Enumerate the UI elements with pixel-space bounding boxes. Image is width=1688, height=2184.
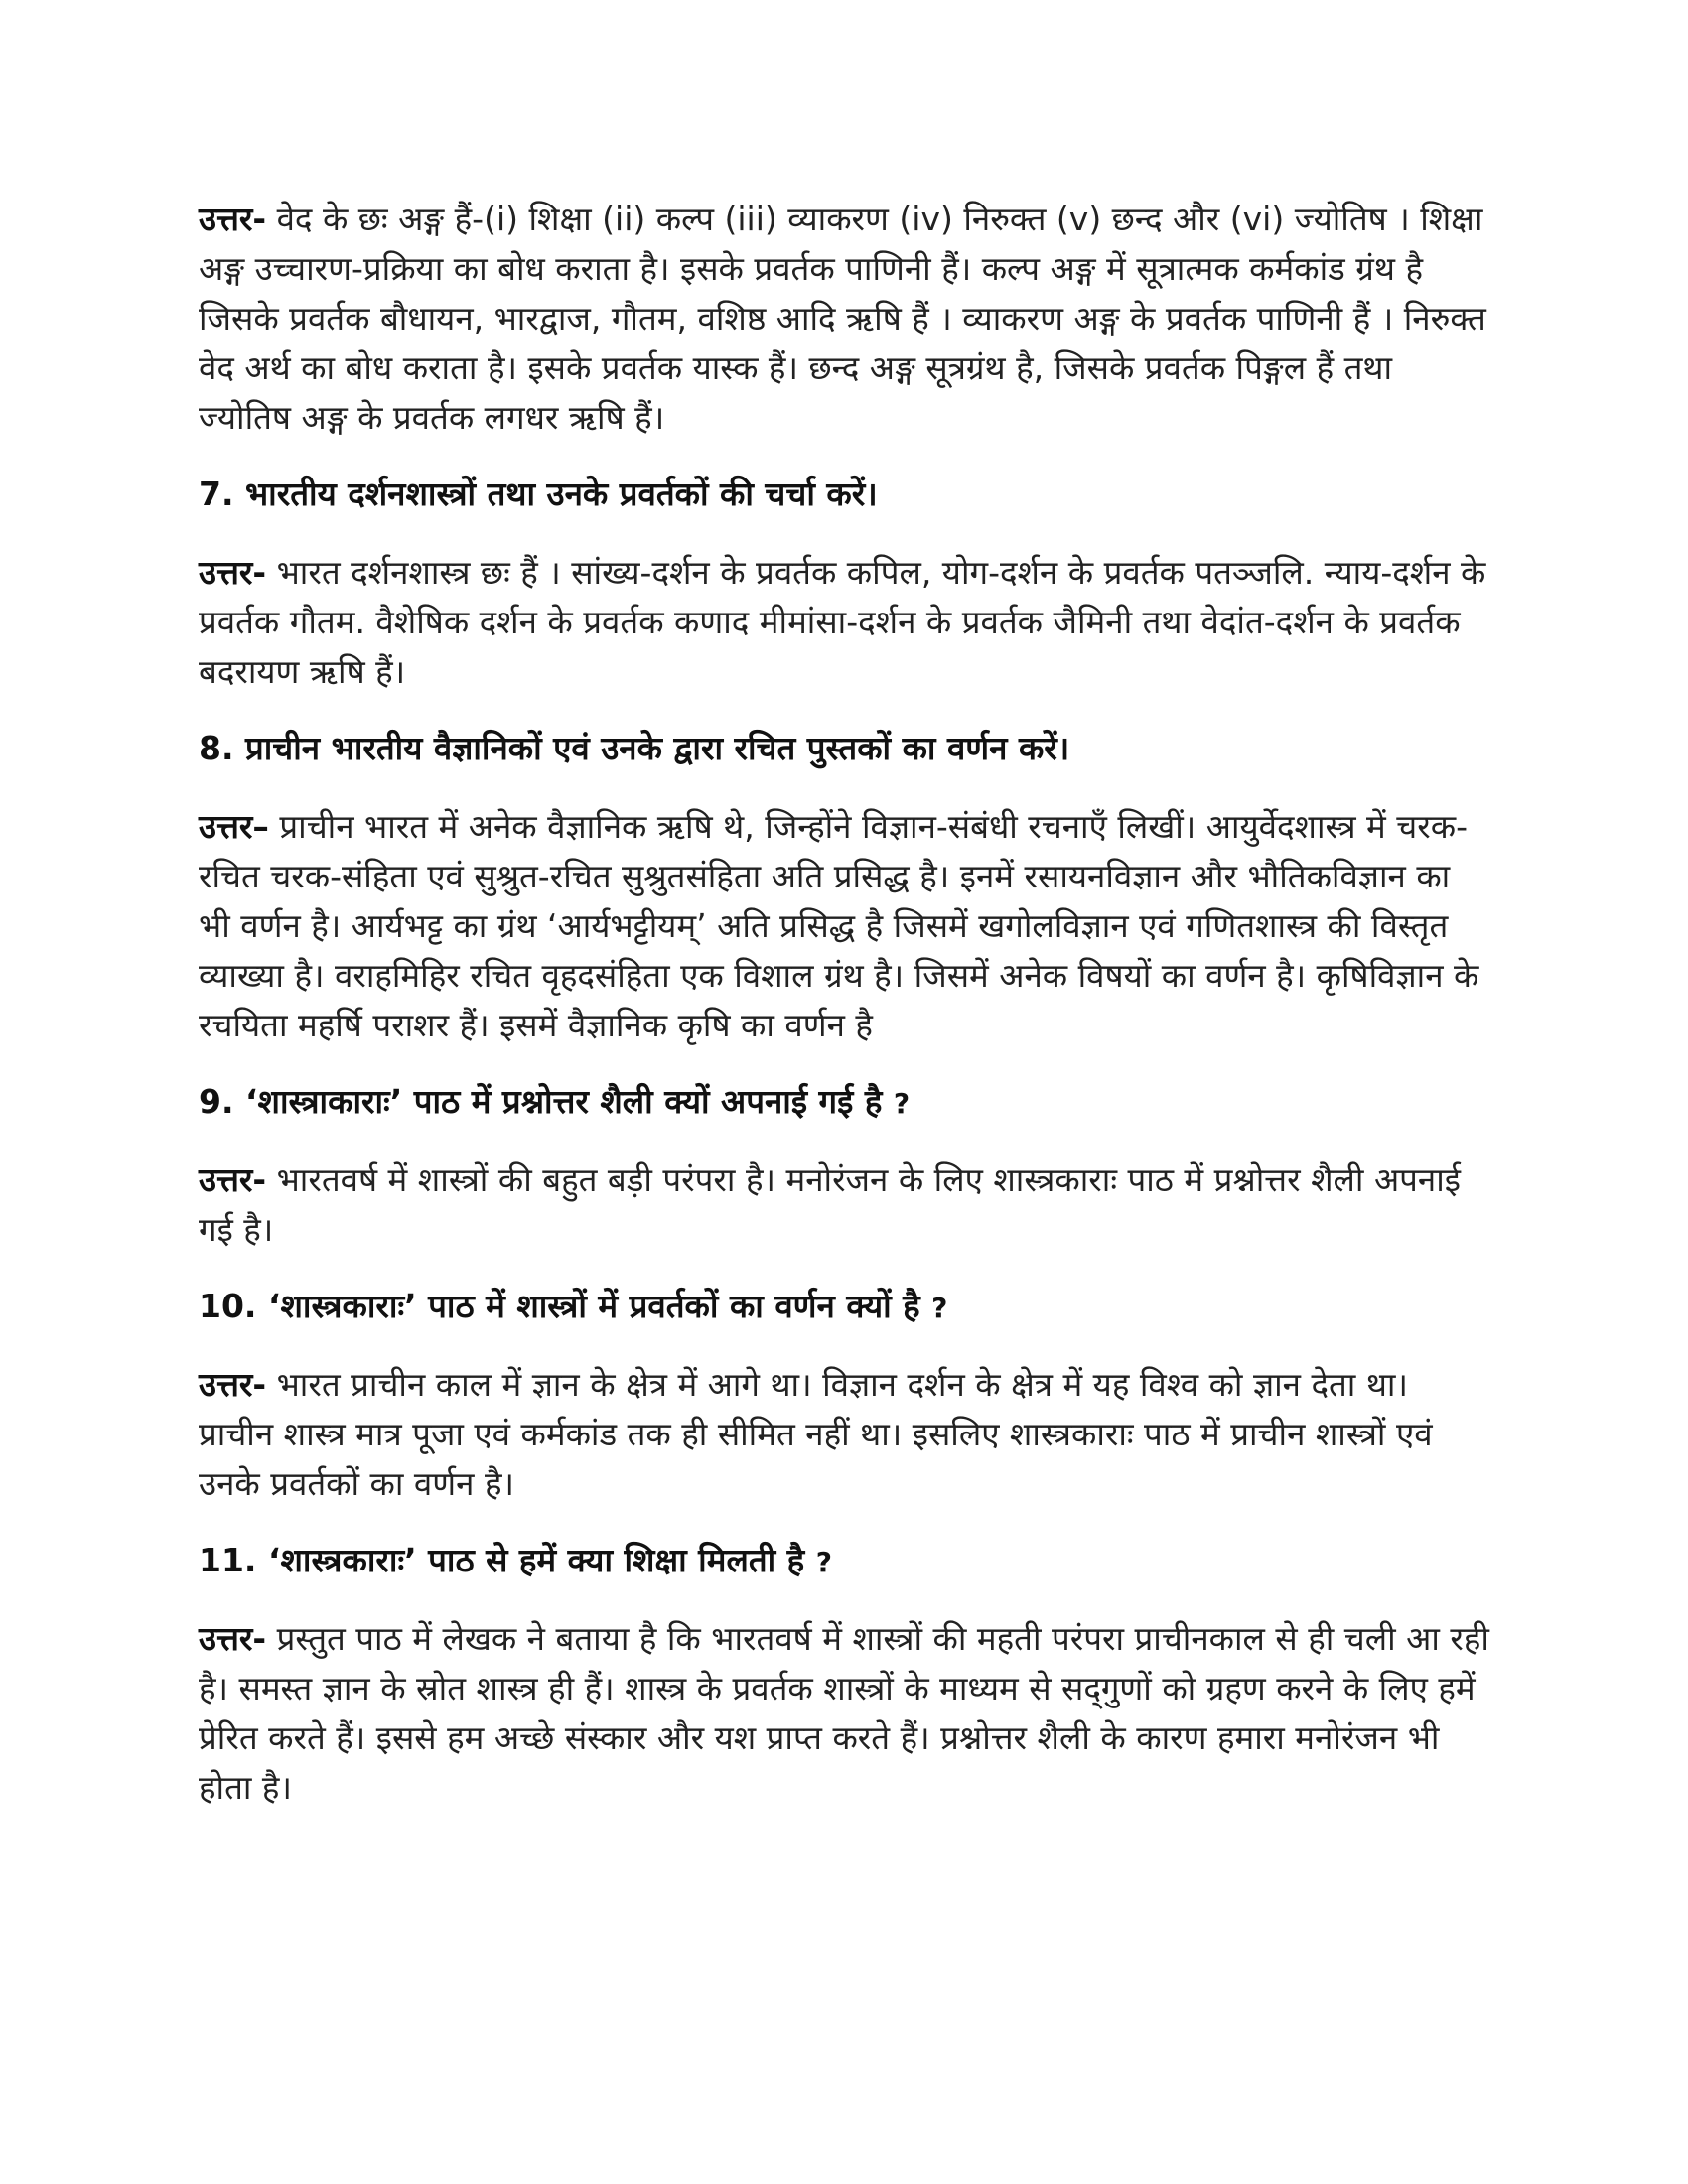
answer-label: उत्तर- (199, 1160, 267, 1199)
answer-paragraph (199, 802, 1489, 1050)
question-text: 7. भारतीय दर्शनशास्त्रों तथा उनके प्रवर्तकों की चर्चा करें। (199, 475, 878, 513)
document-page (199, 195, 1489, 1841)
question-text: 9. ‘शास्त्राकाराः’ पाठ में प्रश्नोत्तर शैली क्यों अपनाई गई है (199, 1082, 894, 1121)
answer-label: उत्तर- (199, 553, 267, 592)
answer-paragraph (199, 1156, 1489, 1255)
question-heading (199, 1078, 1489, 1128)
answer-label: उत्तर- (199, 1619, 267, 1658)
question-mark: ? (931, 1292, 948, 1324)
question-mark: ? (893, 1087, 911, 1120)
question-text: 11. ‘शास्त्रकाराः’ पाठ से हमें क्या शिक्षा मिलती है (199, 1541, 816, 1579)
answer-text: भारत प्राचीन काल में ज्ञान के क्षेत्र में आगे था। विज्ञान दर्शन के क्षेत्र में यह विश्व को ज्ञान देता था। प्राचीन शास्त्र मात्र पूजा एवं कर्मकांड तक ही सीमित नहीं था। इसलिए शास्त्रकाराः पाठ में प्राचीन शास्त्रों एवं उनके प्रवर्तकों का वर्णन है। (199, 1365, 1433, 1503)
answer-label: उत्तर- (199, 1365, 267, 1404)
question-text: 8. प्राचीन भारतीय वैज्ञानिकों एवं उनके द्वारा रचित पुस्तकों का वर्णन करें। (199, 729, 1070, 767)
answer-text: प्रस्तुत पाठ में लेखक ने बताया है कि भारतवर्ष में शास्त्रों की महती परंपरा प्राचीनकाल से ही चली आ रही है। समस्त ज्ञान के स्रोत शास्त्र ही हैं। शास्त्र के प्रवर्तक शास्त्रों के माध्यम से सद्‌गुणों को ग्रहण करने के लिए हमें प्रेरित करते हैं। इससे हम अच्छे संस्कार और यश प्राप्त करते हैं। प्रश्नोत्तर शैली के कारण हमारा मनोरंजन भी होता है। (199, 1619, 1489, 1807)
answer-label: उत्तर– (199, 807, 269, 846)
question-heading (199, 1537, 1489, 1586)
answer-paragraph (199, 1360, 1489, 1509)
answer-text: वेद के छः अङ्ग हैं-(i) शिक्षा (ii) कल्प (iii) व्याकरण (iv) निरुक्त (v) छन्द और (vi) ज्योतिष । शिक्षा अङ्ग उच्चारण-प्रक्रिया का बोध कराता है। इसके प्रवर्तक पाणिनी हैं। कल्प अङ्ग में सूत्रात्मक कर्मकांड ग्रंथ है जिसके प्रवर्तक बौधायन, भारद्वाज, गौतम, वशिष्ठ आदि ऋषि हैं । व्याकरण अङ्ग के प्रवर्तक पाणिनी हैं । निरुक्त वेद अर्थ का बोध कराता है। इसके प्रवर्तक यास्क हैं। छन्द अङ्ग सूत्रग्रंथ है, जिसके प्रवर्तक पिङ्गल हैं तथा ज्योतिष अङ्ग के प्रवर्तक लगधर ऋषि हैं। (199, 200, 1486, 437)
question-mark: ? (815, 1546, 832, 1578)
answer-text: भारतवर्ष में शास्त्रों की बहुत बड़ी परंपरा है। मनोरंजन के लिए शास्त्रकाराः पाठ में प्रश्नोत्तर शैली अपनाई गई है। (199, 1160, 1461, 1249)
answer-label: उत्तर- (199, 200, 267, 238)
answer-text: प्राचीन भारत में अनेक वैज्ञानिक ऋषि थे, जिन्होंने विज्ञान-संबंधी रचनाएँ लिखीं। आयुर्वेदशास्त्र में चरक-रचित चरक-संहिता एवं सुश्रुत-रचित सुश्रुतसंहिता अति प्रसिद्ध है। इनमें रसायनविज्ञान और भौतिकविज्ञान का भी वर्णन है। आर्यभट्ट का ग्रंथ ‘आर्यभट्टीयम्’ अति प्रसिद्ध है जिसमें खगोलविज्ञान एवं गणितशास्त्र की विस्तृत व्याख्या है। वराहमिहिर रचित वृहदसंहिता एक विशाल ग्रंथ है। जिसमें अनेक विषयों का वर्णन है। कृषिविज्ञान के रचयिता महर्षि पराशर हैं। इसमें वैज्ञानिक कृषि का वर्णन है (199, 807, 1479, 1044)
answer-paragraph (199, 548, 1489, 697)
question-heading (199, 725, 1489, 774)
question-heading (199, 471, 1489, 520)
answer-paragraph (199, 1614, 1489, 1813)
answer-paragraph (199, 195, 1489, 443)
question-text: 10. ‘शास्त्रकाराः’ पाठ में शास्त्रों में प्रवर्तकों का वर्णन क्यों है (199, 1287, 932, 1325)
question-heading (199, 1283, 1489, 1332)
answer-text: भारत दर्शनशास्त्र छः हैं । सांख्य-दर्शन के प्रवर्तक कपिल, योग-दर्शन के प्रवर्तक पतञ्जलि. न्याय-दर्शन के प्रवर्तक गौतम. वैशेषिक दर्शन के प्रवर्तक कणाद मीमांसा-दर्शन के प्रवर्तक जैमिनी तथा वेदांत-दर्शन के प्रवर्तक बदरायण ऋषि हैं। (199, 553, 1486, 691)
